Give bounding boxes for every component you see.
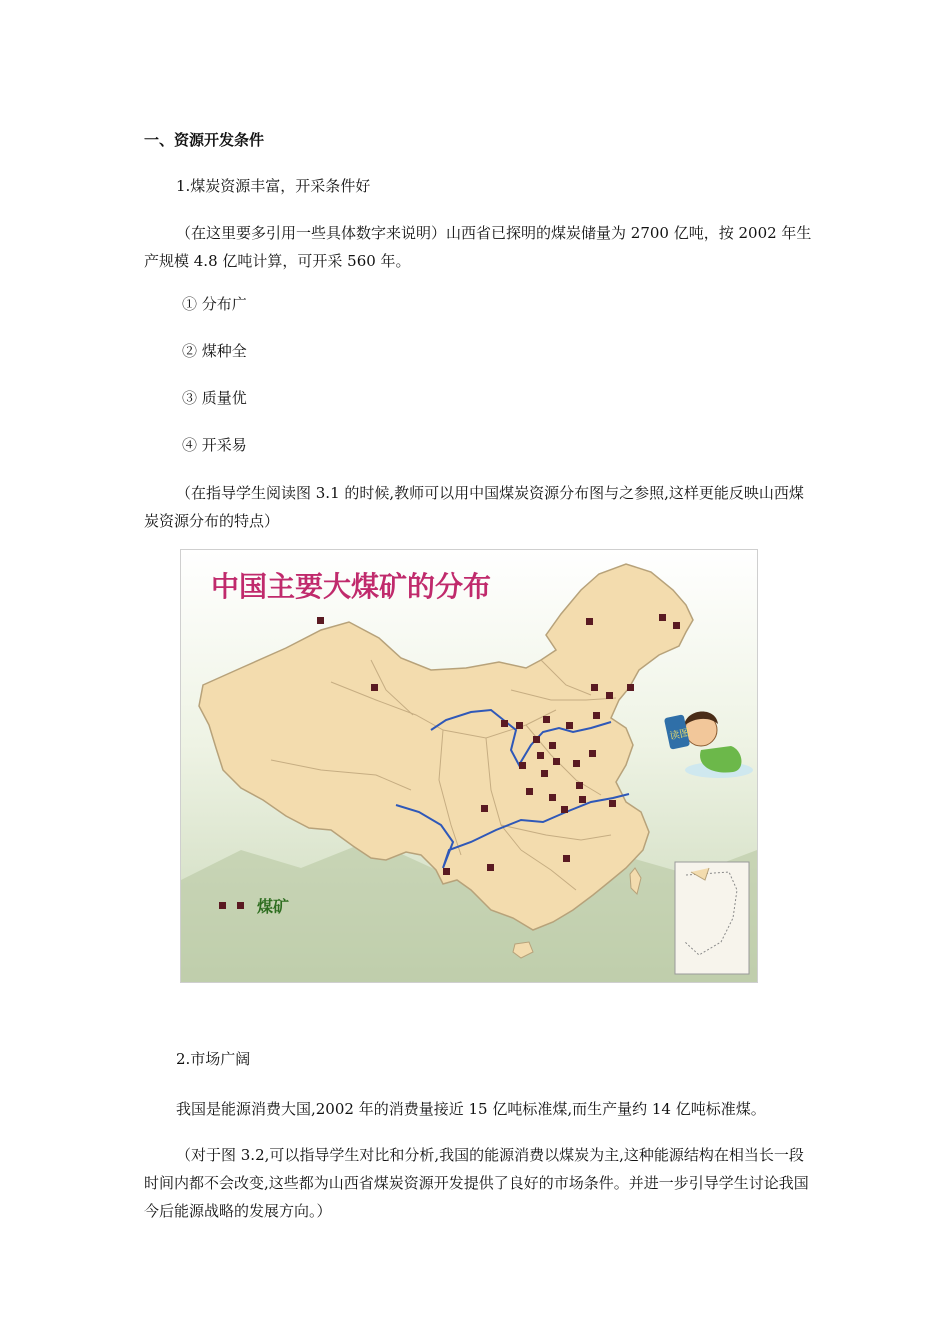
coal-mine-marker	[537, 752, 544, 759]
coal-mine-marker	[541, 770, 548, 777]
coal-mine-marker	[501, 720, 508, 727]
list-item: ④ 开采易	[182, 436, 247, 454]
legend-marker-icon	[219, 902, 226, 909]
legend-marker-icon	[237, 902, 244, 909]
coal-mine-marker	[549, 794, 556, 801]
coal-mine-marker	[586, 618, 593, 625]
coal-mine-map	[181, 550, 757, 982]
paragraph-teaching-note: （在指导学生阅读图 3.1 的时候,教师可以用中国煤炭资源分布图与之参照,这样更能反映山西煤炭资源分布的特点）	[144, 484, 804, 530]
coal-mine-marker	[673, 622, 680, 629]
coal-mine-marker	[487, 864, 494, 871]
coal-mine-marker	[591, 684, 598, 691]
map-title: 中国主要大煤矿的分布	[211, 570, 492, 603]
paragraph-discussion-note: （对于图 3.2,可以指导学生对比和分析,我国的能源消费以煤炭为主,这种能源结构在相当长一段时间内都不会改变,这些都为山西省煤炭资源开发提供了良好的市场条件。并进一步引导学生讨论我国今后能源战略的发展方向。）	[144, 1146, 809, 1220]
coal-mine-marker	[563, 855, 570, 862]
coal-mine-marker	[317, 617, 324, 624]
south-china-sea-inset	[675, 862, 749, 974]
legend-label: 煤矿	[257, 897, 290, 916]
coal-mine-marker	[573, 760, 580, 767]
coal-mine-marker	[579, 796, 586, 803]
coal-mine-marker	[606, 692, 613, 699]
coal-mine-marker	[589, 750, 596, 757]
list-item: ② 煤种全	[182, 342, 247, 360]
coal-mine-marker	[576, 782, 583, 789]
coal-mine-marker	[371, 684, 378, 691]
subheading-market: 2.市场广阔	[176, 1050, 251, 1068]
coal-mine-marker	[553, 758, 560, 765]
coal-mine-marker	[526, 788, 533, 795]
coal-mine-marker	[443, 868, 450, 875]
coal-mine-marker	[481, 805, 488, 812]
book-label: 读图	[668, 727, 691, 743]
coal-mine-marker	[659, 614, 666, 621]
coal-mine-marker	[561, 806, 568, 813]
coal-mine-marker	[543, 716, 550, 723]
coal-mine-map-figure	[180, 549, 758, 983]
coal-mine-marker	[609, 800, 616, 807]
coal-mine-marker	[533, 736, 540, 743]
coal-mine-marker	[549, 742, 556, 749]
paragraph-reserves: （在这里要多引用一些具体数字来说明）山西省已探明的煤炭储量为 2700 亿吨，按 2002 年生产规模 4.8 亿吨计算，可开采 560 年。	[144, 224, 812, 270]
paragraph-consumption: 我国是能源消费大国,2002 年的消费量接近 15 亿吨标准煤,而生产量约 14 亿吨标准煤。	[176, 1100, 766, 1118]
coal-mine-marker	[593, 712, 600, 719]
heading: 一、资源开发条件	[144, 131, 265, 149]
coal-mine-marker	[516, 722, 523, 729]
coal-mine-marker	[566, 722, 573, 729]
subheading-coal: 1.煤炭资源丰富，开采条件好	[176, 177, 371, 195]
coal-mine-marker	[519, 762, 526, 769]
list-item: ③ 质量优	[182, 389, 247, 407]
coal-mine-marker	[627, 684, 634, 691]
list-item: ① 分布广	[182, 295, 247, 313]
